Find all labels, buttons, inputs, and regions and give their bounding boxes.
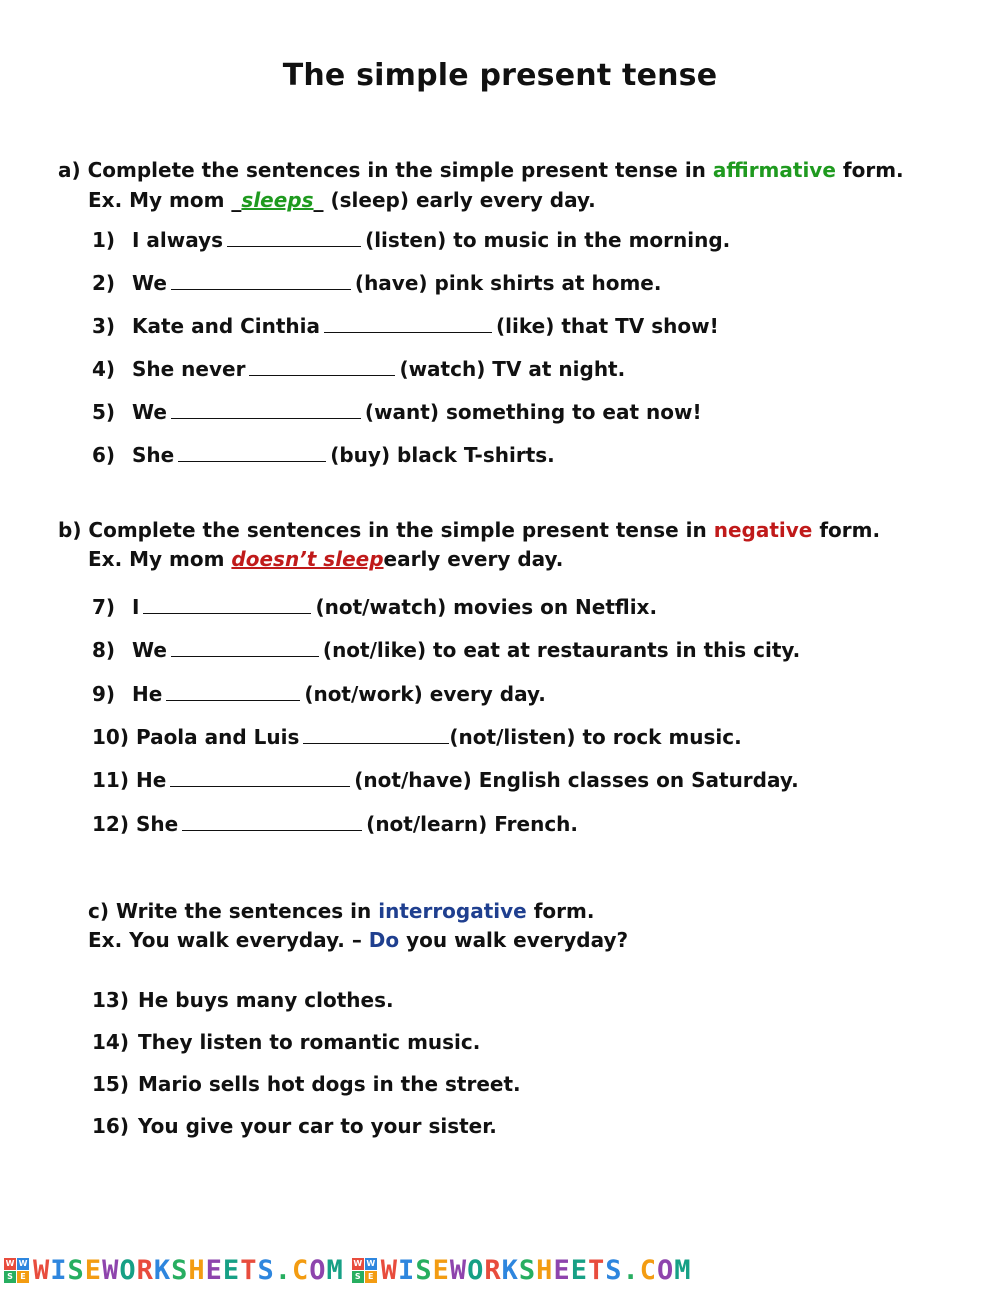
- brand-letter: E: [432, 1254, 450, 1286]
- exercise-item: [92, 680, 546, 708]
- answer-blank[interactable]: [249, 357, 395, 376]
- example-answer: Do: [368, 928, 400, 952]
- item-text: (listen) to music in the morning.: [365, 228, 731, 252]
- section-b-keyword: negative: [713, 518, 813, 542]
- logo-letter: S: [352, 1271, 364, 1283]
- exercise-item: [92, 269, 661, 297]
- section-a-keyword: affirmative: [712, 158, 836, 182]
- brand-letter: M: [674, 1254, 692, 1286]
- brand-letter: K: [501, 1254, 519, 1286]
- brand-letter: M: [326, 1254, 344, 1286]
- item-text: He buys many clothes.: [138, 988, 394, 1012]
- item-number: 14): [92, 1030, 129, 1054]
- answer-blank[interactable]: [227, 228, 361, 247]
- brand-letter: E: [205, 1254, 223, 1286]
- brand-letter: .: [622, 1254, 640, 1286]
- answer-blank[interactable]: [143, 595, 311, 614]
- item-text: We: [132, 638, 167, 662]
- example-answer: doesn’t sleep: [231, 547, 384, 571]
- brand-letter: O: [467, 1254, 485, 1286]
- brand-text: [33, 1255, 344, 1286]
- brand-letter: W: [380, 1254, 399, 1286]
- item-text: (not/have) English classes on Saturday.: [354, 768, 799, 792]
- exercise-item: [92, 986, 394, 1014]
- section-a-example: [88, 186, 596, 214]
- item-number: 6): [92, 443, 116, 467]
- brand-letter: I: [398, 1254, 416, 1286]
- section-c-heading: [88, 897, 594, 925]
- example-suffix: _ (sleep) early every day.: [313, 188, 596, 212]
- logo-letter: W: [353, 1258, 363, 1268]
- brand-letter: W: [102, 1254, 120, 1286]
- exercise-item: [92, 1112, 497, 1140]
- item-text: (want) something to eat now!: [364, 400, 702, 424]
- brand-letter: E: [570, 1254, 588, 1286]
- brand-letter: S: [518, 1254, 537, 1286]
- item-text: (not/listen) to rock music.: [449, 725, 742, 749]
- section-b-lead: b) Complete the sentences in the simple present tense in: [58, 518, 707, 542]
- example-answer: sleeps: [241, 188, 314, 212]
- answer-blank[interactable]: [303, 725, 449, 744]
- exercise-item: [92, 226, 730, 254]
- example-prefix: Ex. You walk everyday. –: [88, 928, 362, 952]
- brand-letter: H: [536, 1254, 554, 1286]
- brand-letter: S: [257, 1254, 275, 1286]
- item-text: (buy) black T-shirts.: [330, 443, 555, 467]
- logo-icon: [4, 1258, 29, 1283]
- exercise-item: [92, 636, 800, 664]
- item-text: (not/learn) French.: [366, 812, 579, 836]
- brand-letter: E: [84, 1254, 103, 1286]
- brand-letter: O: [657, 1254, 675, 1286]
- exercise-item: [92, 398, 702, 426]
- item-number: 15): [92, 1072, 129, 1096]
- answer-blank[interactable]: [171, 400, 361, 419]
- brand-letter: O: [309, 1254, 327, 1286]
- exercise-item: [92, 1070, 521, 1098]
- item-text: (not/work) every day.: [304, 682, 546, 706]
- logo-letter: E: [17, 1271, 29, 1283]
- item-number: 10): [92, 725, 129, 749]
- item-number: 11): [92, 768, 129, 792]
- brand-text: [381, 1255, 692, 1286]
- item-text: (watch) TV at night.: [399, 357, 626, 381]
- footer-watermark: [0, 1252, 1000, 1288]
- section-b-tail: form.: [819, 518, 881, 542]
- example-suffix: you walk everyday?: [406, 928, 629, 952]
- item-number: 12): [92, 812, 129, 836]
- example-suffix: early every day.: [383, 547, 564, 571]
- answer-blank[interactable]: [324, 314, 492, 333]
- exercise-item: [92, 441, 555, 469]
- exercise-item: [92, 723, 742, 751]
- exercise-item: [92, 312, 719, 340]
- item-text: Kate and Cinthia: [132, 314, 321, 338]
- brand-letter: S: [415, 1254, 433, 1286]
- item-number: 4): [92, 357, 116, 381]
- section-b-example: [88, 545, 563, 573]
- logo-letter: W: [18, 1258, 28, 1268]
- item-number: 13): [92, 988, 129, 1012]
- section-c-lead: c) Write the sentences in: [88, 899, 372, 923]
- section-a-heading: [58, 156, 904, 184]
- item-text: She: [135, 812, 179, 836]
- brand-letter: S: [171, 1254, 189, 1286]
- exercise-item: [92, 766, 799, 794]
- brand-letter: T: [587, 1254, 606, 1286]
- item-text: I always: [132, 228, 224, 252]
- exercise-item: [92, 593, 657, 621]
- item-text: I: [132, 595, 140, 619]
- page-title: The simple present tense: [282, 58, 718, 93]
- brand-letter: S: [605, 1254, 623, 1286]
- answer-blank[interactable]: [166, 682, 300, 701]
- item-text: (not/like) to eat at restaurants in this city.: [322, 638, 801, 662]
- brand-letter: E: [222, 1254, 241, 1286]
- logo-letter: S: [4, 1271, 16, 1283]
- brand-letter: E: [553, 1254, 571, 1286]
- brand-letter: W: [33, 1254, 51, 1286]
- logo-icon: [352, 1258, 377, 1283]
- item-text: She never: [132, 357, 246, 381]
- item-text: Mario sells hot dogs in the street.: [138, 1072, 521, 1096]
- item-text: We: [132, 400, 167, 424]
- exercise-item: [92, 355, 625, 383]
- item-number: 7): [92, 595, 116, 619]
- section-c-tail: form.: [533, 899, 595, 923]
- exercise-item: [92, 1028, 480, 1056]
- section-a-tail: form.: [842, 158, 904, 182]
- brand-letter: .: [274, 1254, 292, 1286]
- brand-letter: R: [136, 1254, 154, 1286]
- section-b-heading: [58, 516, 880, 544]
- brand-letter: C: [639, 1254, 658, 1286]
- item-text: They listen to romantic music.: [138, 1030, 481, 1054]
- logo-letter: W: [5, 1258, 15, 1268]
- answer-blank[interactable]: [178, 443, 326, 462]
- logo-letter: W: [366, 1258, 376, 1268]
- brand-letter: W: [449, 1254, 468, 1286]
- item-text: He: [135, 768, 167, 792]
- item-number: 16): [92, 1114, 129, 1138]
- item-number: 1): [92, 228, 116, 252]
- example-prefix: Ex. My mom _: [88, 188, 242, 212]
- answer-blank[interactable]: [170, 768, 350, 787]
- item-number: 9): [92, 682, 116, 706]
- item-text: (have) pink shirts at home.: [354, 271, 662, 295]
- item-number: 2): [92, 271, 116, 295]
- item-text: She: [132, 443, 175, 467]
- item-text: He: [132, 682, 163, 706]
- section-a-lead: a) Complete the sentences in the simple present tense in: [58, 158, 706, 182]
- brand-letter: C: [291, 1254, 310, 1286]
- item-text: You give your car to your sister.: [138, 1114, 497, 1138]
- item-number: 5): [92, 400, 116, 424]
- brand-letter: S: [67, 1254, 85, 1286]
- brand-letter: K: [153, 1254, 172, 1286]
- answer-blank[interactable]: [182, 812, 362, 831]
- item-text: Paola and Luis: [135, 725, 300, 749]
- item-text: (like) that TV show!: [496, 314, 719, 338]
- item-text: We: [132, 271, 167, 295]
- brand-letter: T: [240, 1254, 258, 1286]
- answer-blank[interactable]: [171, 271, 351, 290]
- brand-letter: O: [119, 1254, 137, 1286]
- brand-letter: H: [188, 1254, 206, 1286]
- section-c-example: [88, 926, 628, 954]
- logo-letter: E: [365, 1271, 377, 1283]
- brand-letter: I: [50, 1254, 68, 1286]
- exercise-item: [92, 810, 578, 838]
- brand-letter: R: [484, 1254, 502, 1286]
- item-text: (not/watch) movies on Netflix.: [315, 595, 658, 619]
- section-c-keyword: interrogative: [378, 899, 527, 923]
- item-number: 3): [92, 314, 116, 338]
- example-prefix: Ex. My mom: [88, 547, 225, 571]
- answer-blank[interactable]: [171, 638, 319, 657]
- item-number: 8): [92, 638, 116, 662]
